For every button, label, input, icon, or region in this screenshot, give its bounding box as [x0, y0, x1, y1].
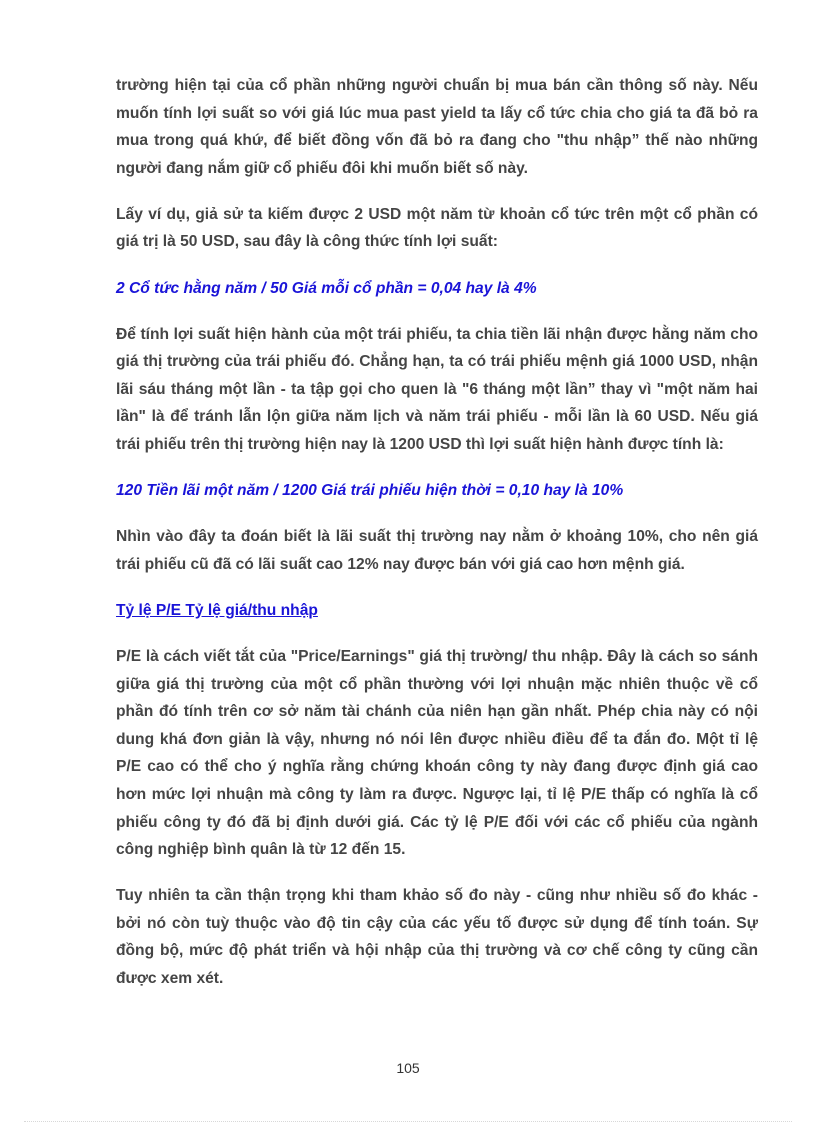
paragraph-yield-example: Lấy ví dụ, giả sử ta kiếm được 2 USD một năm từ khoản cổ tức trên một cổ phần có giá trị là 50 USD, sau đây là công thức tính lợi suất:	[116, 205, 758, 251]
paragraph-market-rate: Nhìn vào đây ta đoán biết là lãi suất thị trường nay nằm ở khoảng 10%, cho nên giá trái phiếu cũ đã có lãi suất cao 12% nay được bán với giá cao hơn mệnh giá.	[116, 528, 758, 573]
paragraph-pe-definition: P/E là cách viết tắt của "Price/Earnings" giá thị trường/ thu nhập. Đây là cách so sánh giữa giá thị trường của một cổ phần thường với lợi nhuận mặc nhiên thuộc về cổ phần đó tính trên cơ sở năm tài chánh của niên hạn gần nhất. Phép chia này có nội dung khá đơn giản là vậy, nhưng nó nói lên được nhiều điều để ta đắn đo. Một tỉ lệ P/E cao có thể cho ý nghĩa rằng chứng khoán công ty này đang được định giá cao hơn mức lợi nhuận mà công ty làm ra được. Ngược lại, tỉ lệ P/E thấp có nghĩa là cổ phiếu công ty đó đã bị định dưới giá. Các tỷ lệ P/E đối với các cổ phiếu của ngành công nghiệp bình quân là từ 12 đến 15.	[116, 648, 758, 859]
page-number: 105	[396, 1060, 420, 1076]
paragraph-current-yield-intro: trường hiện tại của cổ phần những người chuẩn bị mua bán cần thông số này. Nếu muốn tính lợi suất so với giá lúc mua past yield ta lấy cổ tức chia cho giá ta đã bỏ ra mua trong quá khứ, để biết đồng vốn đã bỏ ra đang cho "thu nhập” thế nào những người đang nắm giữ cổ phiếu đôi khi muốn biết số này.	[116, 77, 758, 177]
page-bottom-divider	[24, 1121, 792, 1122]
formula-bond-yield: 120 Tiền lãi một năm / 1200 Giá trái phiếu hiện thời = 0,10 hay là 10%	[116, 482, 624, 500]
paragraph-bond-yield: Để tính lợi suất hiện hành của một trái phiếu, ta chia tiền lãi nhận được hằng năm cho giá thị trường của trái phiếu đó. Chẳng hạn, ta có trái phiếu mệnh giá 1000 USD, nhận lãi sáu tháng một lần - ta tập gọi cho quen là "6 tháng một lần” thay vì "một năm hai lần" là để tránh lẫn lộn giữa năm lịch và năm trái phiếu - mỗi lần là 60 USD. Nếu giá trái phiếu trên thị trường hiện nay là 1200 USD thì lợi suất hiện hành được tính là:	[116, 325, 758, 454]
section-heading-pe-ratio-link[interactable]: Tỷ lệ P/E Tỷ lệ giá/thu nhập	[116, 601, 318, 619]
paragraph-pe-caution: Tuy nhiên ta cần thận trọng khi tham khảo số đo này - cũng như nhiều số đo khác - bởi nó còn tuỳ thuộc vào độ tin cậy của các yếu tố được sử dụng để tính toán. Sự đồng bộ, mức độ phát triển và hội nhập của thị trường và cơ chế công ty cũng cần được xem xét.	[116, 887, 758, 988]
document-page	[116, 72, 758, 1011]
formula-stock-yield: 2 Cổ tức hằng năm / 50 Giá mỗi cổ phần = 0,04 hay là 4%	[116, 279, 537, 297]
